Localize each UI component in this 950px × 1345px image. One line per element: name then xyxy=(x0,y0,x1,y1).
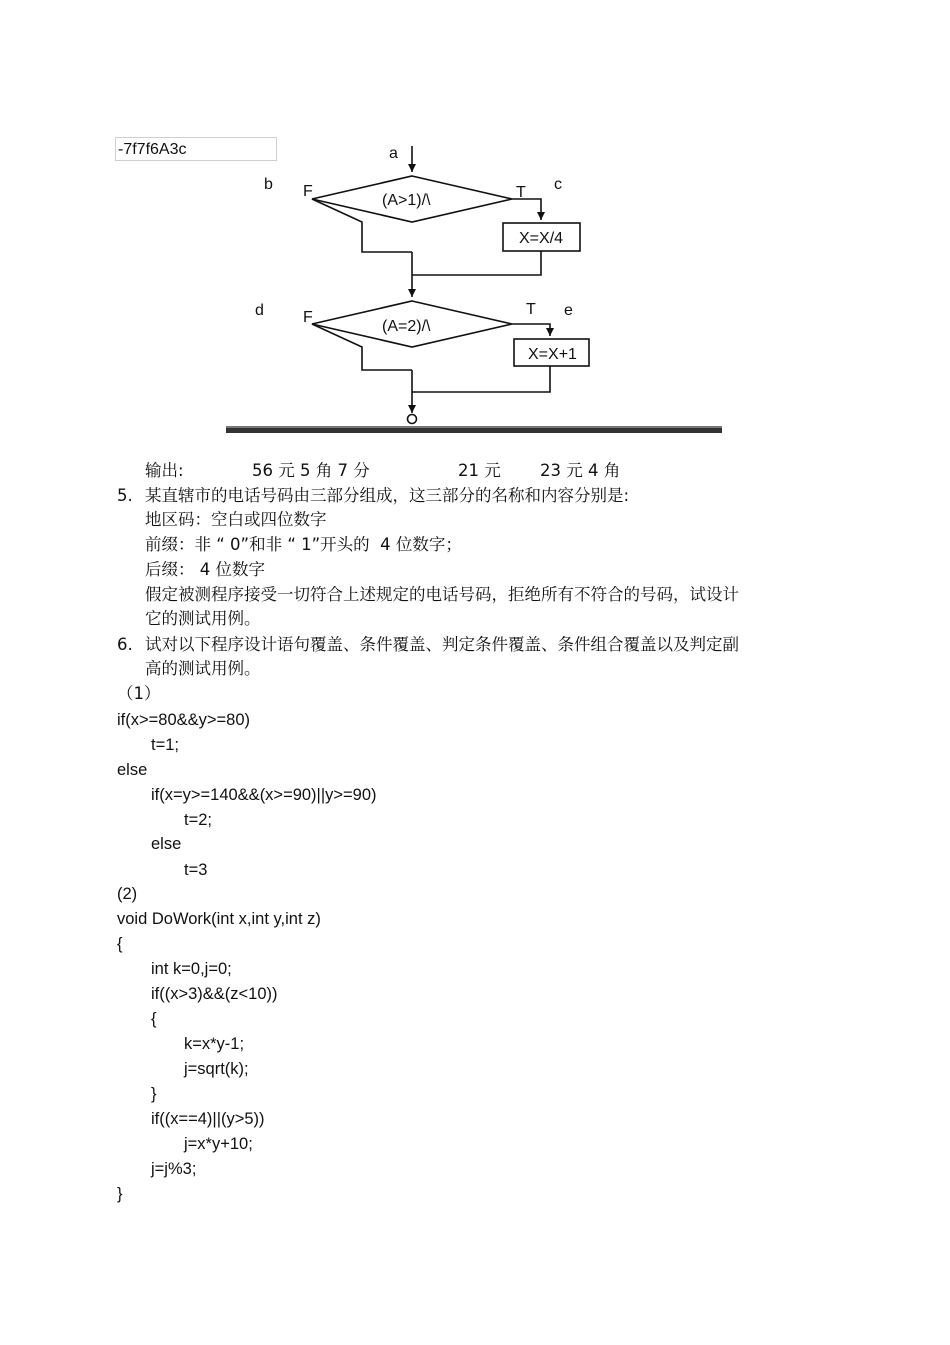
code2-line: (2) xyxy=(117,885,138,903)
code2-line: { xyxy=(151,1010,157,1028)
end-node xyxy=(408,415,417,424)
decision-1-text: (A>1)/\ xyxy=(382,192,431,209)
decision-2-true: T xyxy=(526,301,536,318)
q5-number: 5. xyxy=(117,486,133,505)
label-c: c xyxy=(554,176,562,193)
q5-line-5: 假定被测程序接受一切符合上述规定的电话号码，拒绝所有不符合的号码，试设计 xyxy=(145,585,739,604)
q6-line-2: 高的测试用例。 xyxy=(145,659,261,678)
true-branch-2 xyxy=(512,324,550,336)
output-value-3: 23 元 4 角 xyxy=(540,461,621,480)
code2-line: { xyxy=(117,935,123,953)
code2-line: void DoWork(int x,int y,int z) xyxy=(117,910,321,928)
q5-line-3: 前缀：非 “ 0”和非 “ 1”开头的 4 位数字； xyxy=(145,535,462,554)
code2-line: j=x*y+10; xyxy=(184,1135,253,1153)
q5-line-2: 地区码：空白或四位数字 xyxy=(145,510,327,529)
code1-line: else xyxy=(117,761,148,779)
code2-line: if((x==4)||(y>5)) xyxy=(151,1110,265,1128)
code1-line: else xyxy=(151,835,182,853)
output-value-2: 21 元 xyxy=(458,461,501,480)
merge-1 xyxy=(412,251,541,275)
label-e: e xyxy=(564,302,573,319)
code2-line: int k=0,j=0; xyxy=(151,960,232,978)
decision-1-false: F xyxy=(303,183,313,200)
decision-2-false: F xyxy=(303,309,313,326)
q5-line-6: 它的测试用例。 xyxy=(145,609,261,628)
q6-number: 6. xyxy=(117,635,133,654)
code1-line: t=1; xyxy=(151,736,179,754)
q5-line-1: 某直辖市的电话号码由三部分组成，这三部分的名称和内容分别是: xyxy=(145,486,630,505)
output-label: 输出: xyxy=(145,461,184,480)
code1-line: t=2; xyxy=(184,811,212,829)
label-a: a xyxy=(389,145,398,162)
code2-line: if((x>3)&&(z<10)) xyxy=(151,985,278,1003)
process-1-text: X=X/4 xyxy=(519,230,564,247)
q6-line-1: 试对以下程序设计语句覆盖、条件覆盖、判定条件覆盖、条件组合覆盖以及判定副 xyxy=(145,635,739,654)
flowchart xyxy=(0,0,950,440)
decision-1-true: T xyxy=(516,184,526,201)
code2-line: } xyxy=(117,1185,123,1203)
code1-line: if(x>=80&&y>=80) xyxy=(117,711,250,729)
true-branch-1 xyxy=(512,199,541,220)
output-value-1: 56 元 5 角 7 分 xyxy=(252,461,370,480)
q5-line-4: 后缀： 4 位数字 xyxy=(145,560,265,579)
code1-line: t=3 xyxy=(184,861,208,879)
label-b: b xyxy=(264,176,273,193)
code2-line: } xyxy=(151,1085,157,1103)
code2-line: j=j%3; xyxy=(151,1160,197,1178)
q6-part-1: （1） xyxy=(117,684,161,703)
decision-2-text: (A=2)/\ xyxy=(382,318,431,335)
code2-line: k=x*y-1; xyxy=(184,1035,245,1053)
code2-line: j=sqrt(k); xyxy=(184,1060,249,1078)
header-code: -7f7f6A3c xyxy=(118,141,187,158)
merge-2 xyxy=(412,366,550,392)
process-2-text: X=X+1 xyxy=(528,346,577,363)
label-d: d xyxy=(255,302,264,319)
code1-line: if(x=y>=140&&(x>=90)||y>=90) xyxy=(151,786,377,804)
